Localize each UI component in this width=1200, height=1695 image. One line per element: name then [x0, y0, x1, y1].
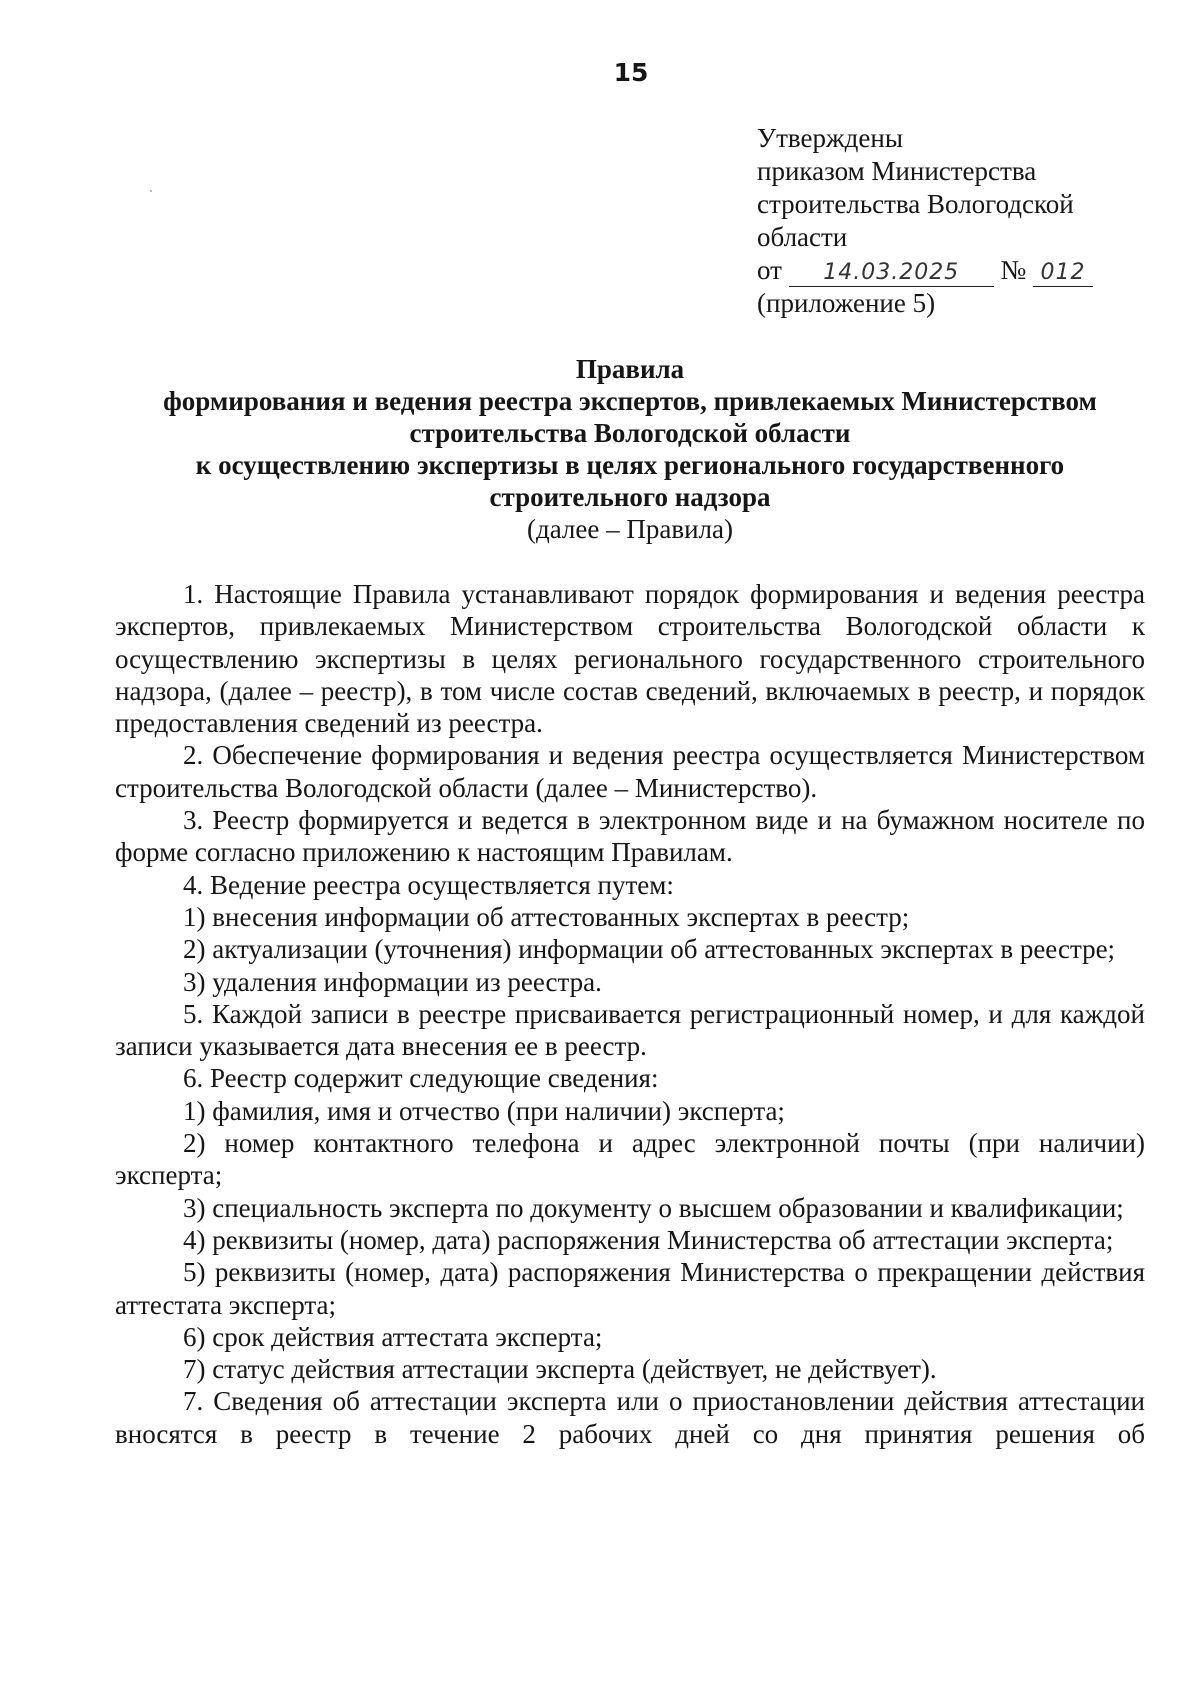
list-item-6-7: 7) статус действия аттестации эксперта (действует, не действует).	[183, 1354, 937, 1385]
paragraph-2: 2. Обеспечение формирования и ведения реестра осуществляется Министерством строительства Вологодской области (далее – Министерство).	[115, 740, 1145, 803]
approval-line-4: области	[757, 222, 848, 252]
approval-line-1: Утверждены	[757, 123, 903, 153]
heading-line-1: формирования и ведения реестра экспертов, привлекаемых Министерством	[163, 386, 1097, 416]
document-body	[115, 578, 1145, 1450]
list-item-4-1: 1) внесения информации об аттестованных экспертах в реестр;	[183, 901, 910, 932]
approval-annex: (приложение 5)	[757, 288, 936, 318]
paragraph-5: 5. Каждой записи в реестре присваивается регистрационный номер, и для каждой записи указывается дата внесения ее в реестр.	[115, 998, 1145, 1062]
approval-date-line	[757, 254, 1177, 287]
list-item-6-2: 2) номер контактного телефона и адрес электронной почты (при наличии) эксперта;	[115, 1128, 1145, 1191]
heading-line-3: к осуществлению экспертизы в целях регионального государственного	[195, 450, 1065, 480]
approval-number-handwritten: 012	[1033, 260, 1093, 287]
approval-line-2: приказом Министерства	[757, 156, 1037, 186]
paragraph-6: 6. Реестр содержит следующие сведения:	[183, 1063, 659, 1094]
paragraph-3: 3. Реестр формируется и ведется в электронном виде и на бумажном носителе по форме согласно приложению к настоящим Правилам.	[115, 805, 1145, 868]
list-item-6-6: 6) срок действия аттестата эксперта;	[183, 1321, 603, 1352]
heading-subtitle: (далее – Правила)	[526, 514, 734, 544]
approval-from-label: от	[757, 255, 782, 285]
paragraph-4: 4. Ведение реестра осуществляется путем:	[183, 869, 674, 900]
heading-line-4: строительного надзора	[489, 482, 771, 512]
approval-date-handwritten: 14.03.2025	[789, 260, 994, 287]
approval-number-label: №	[1000, 255, 1027, 285]
approval-block	[757, 122, 1177, 320]
approval-line-3: строительства Вологодской	[757, 189, 1074, 219]
list-item-6-1: 1) фамилия, имя и отчество (при наличии) эксперта;	[183, 1095, 785, 1126]
heading-line-2: строительства Вологодской области	[409, 418, 851, 448]
list-item-6-3: 3) специальность эксперта по документу о высшем образовании и квалификации;	[183, 1192, 1124, 1223]
list-item-6-4: 4) реквизиты (номер, дата) распоряжения Министерства об аттестации эксперта;	[183, 1224, 1114, 1255]
scan-speck	[150, 190, 152, 192]
heading-title: Правила	[575, 354, 685, 384]
paragraph-7: 7. Сведения об аттестации эксперта или о приостановлении действия аттестации вносятся в реестр в течение 2 рабочих дней со дня принятия решения об	[115, 1386, 1145, 1449]
page-number: 15	[613, 58, 649, 87]
list-item-4-2: 2) актуализации (уточнения) информации об аттестованных экспертах в реестре;	[183, 934, 1116, 965]
list-item-6-5: 5) реквизиты (номер, дата) распоряжения Министерства о прекращении действия аттестата эксперта;	[115, 1257, 1145, 1320]
list-item-4-3: 3) удаления информации из реестра.	[183, 966, 602, 997]
document-heading	[110, 353, 1150, 545]
paragraph-1: 1. Настоящие Правила устанавливают порядок формирования и ведения реестра экспертов, привлекаемых Министерством строительства Вологодской области к осуществлению экспертизы в целях регионального государственного строительного надзора, (далее – реестр), в том числе состав сведений, включаемых в реестр, и порядок предоставления сведений из реестра.	[115, 579, 1145, 739]
